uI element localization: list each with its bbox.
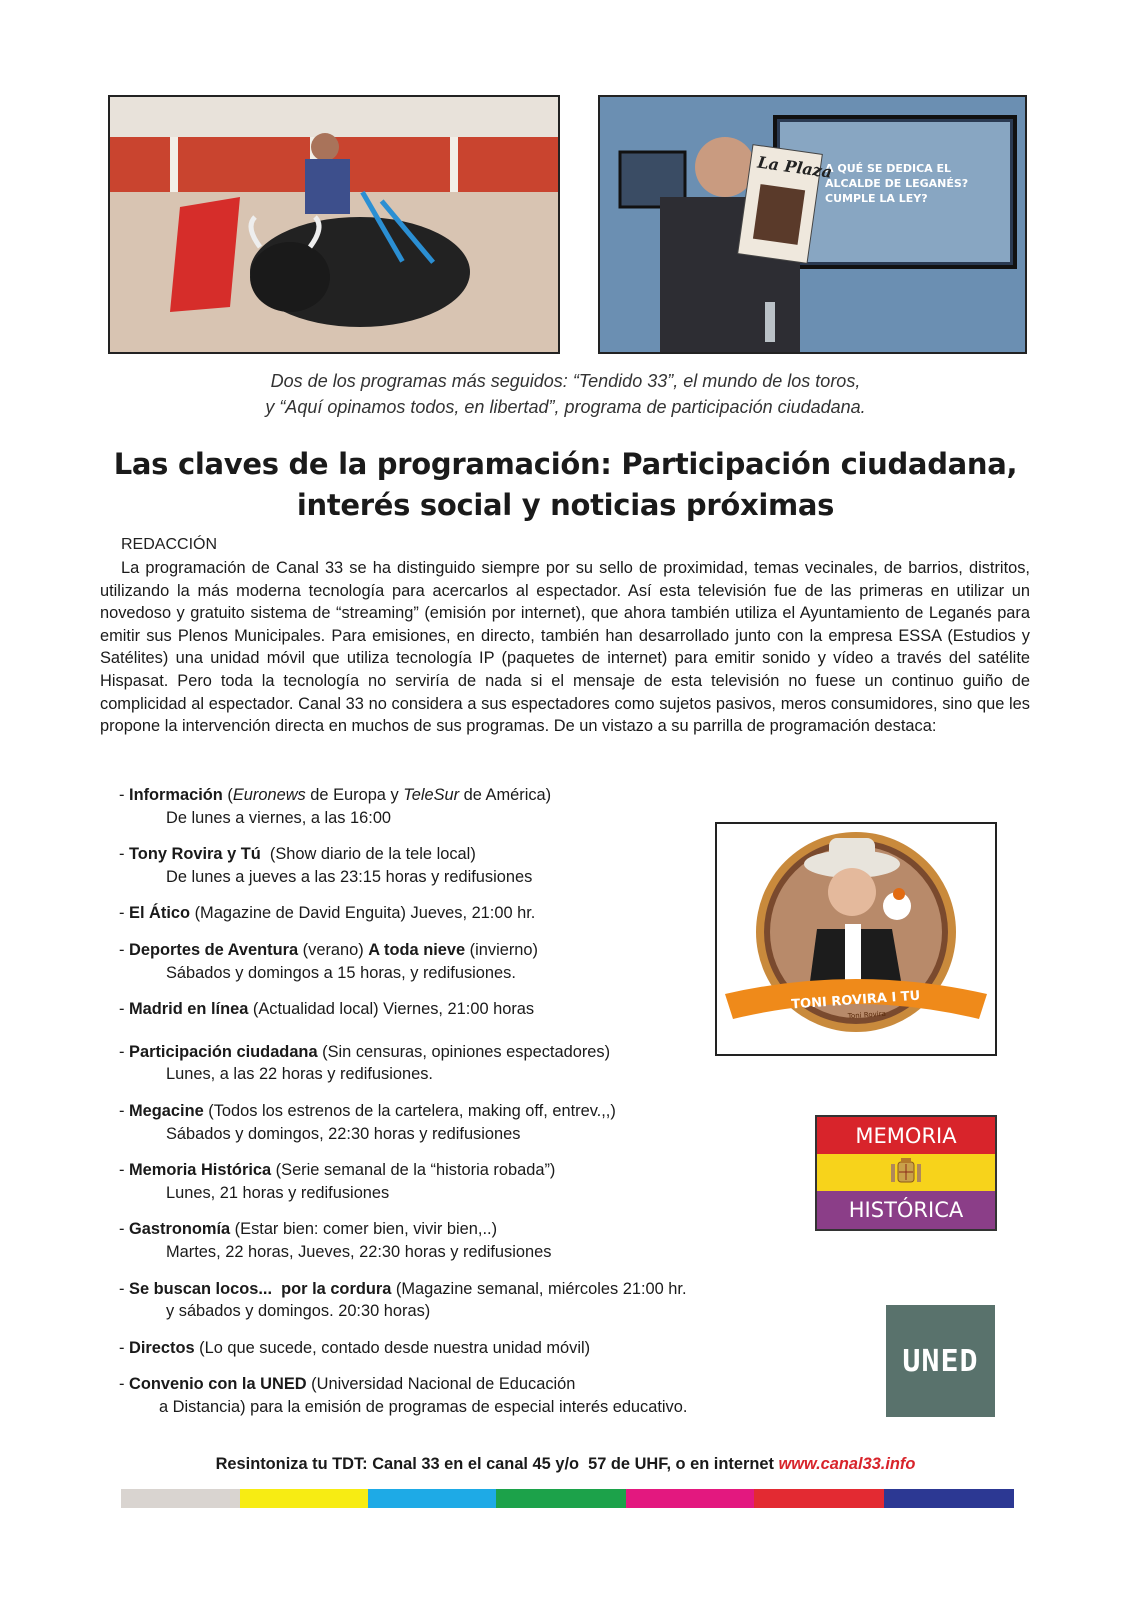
- list-item: [119, 1100, 799, 1145]
- list-item: [119, 1159, 799, 1204]
- caption-line-2: y “Aquí opinamos todos, en libertad”, programa de participación ciudadana.: [265, 397, 866, 417]
- headline-line-2: interés social y noticias próximas: [296, 488, 835, 522]
- coat-of-arms-band: [817, 1154, 995, 1191]
- magazine-title: La Plaza: [756, 152, 834, 182]
- item-dash: -: [119, 904, 130, 923]
- program-desc: (Lo que sucede, contado desde nuestra unidad móvil): [194, 1338, 591, 1357]
- footer-text: Resintoniza tu TDT: Canal 33 en el canal 45 y/o 57 de UHF, o en internet: [215, 1455, 779, 1473]
- photo-caption: [108, 368, 1023, 420]
- color-segment: [884, 1489, 1014, 1508]
- list-item: [119, 1041, 799, 1086]
- program-time: Martes, 22 horas, Jueves, 22:30 horas y redifusiones: [166, 1242, 552, 1261]
- program-desc: (Todos los estrenos de la cartelera, making off, entrev.,,): [203, 1101, 616, 1120]
- program-time: a Distancia) para la emisión de programas de especial interés educativo.: [159, 1397, 688, 1416]
- list-item: [119, 902, 799, 925]
- program-desc: (: [222, 786, 233, 804]
- color-segment: [626, 1489, 754, 1508]
- tv-studio-illustration: [600, 97, 1025, 352]
- program-time: Sábados y domingos a 15 horas, y redifusiones.: [166, 963, 516, 982]
- program-name: Convenio con la UNED: [129, 1375, 307, 1394]
- program-desc: (invierno): [465, 940, 538, 959]
- program-name: Madrid en línea: [129, 1000, 249, 1019]
- list-item: [119, 1337, 799, 1360]
- item-dash: -: [119, 786, 130, 804]
- item-dash: -: [119, 1042, 130, 1061]
- program-time: y sábados y domingos. 20:30 horas): [166, 1302, 431, 1321]
- item-dash: -: [119, 1220, 130, 1239]
- byline: REDACCIÓN: [121, 536, 218, 553]
- item-dash: -: [119, 1279, 130, 1298]
- color-segment: [368, 1489, 496, 1508]
- program-name: Gastronomía: [129, 1220, 231, 1239]
- promo-ribbon-text: TONI ROVIRA I TU: [790, 988, 921, 1013]
- programming-schedule: [119, 784, 799, 1432]
- program-desc: (Universidad Nacional de Educación: [306, 1375, 576, 1394]
- program-desc: (verano): [298, 940, 369, 959]
- program-name: Se buscan locos... por la cordura: [129, 1279, 392, 1298]
- website-link[interactable]: www.canal33.info: [778, 1455, 916, 1473]
- program-desc: (Magazine semanal, miércoles 21:00 hr.: [391, 1279, 687, 1298]
- program-time: Sábados y domingos, 22:30 horas y redifusiones: [166, 1124, 521, 1143]
- article-body: La programación de Canal 33 se ha distinguido siempre por su sello de proximidad, temas vecinales, de barrios, distritos, utilizando la más moderna tecnología para acercarlos al espectador. Así esta televisión fue de las primeras en utilizar un novedoso y gratuito sistema de “streaming” (emisión por internet), que ahora también utiliza el Ayuntamiento de Leganés para emitir sus Plenos Municipales. Para emisiones, en directo, también han desarrollado junto con la empresa ESSA (Estudios y Satélites) una unidad móvil que utiliza tecnología IP (paquetes de internet) para emitir sonido y vídeo a través del satélite Hispasat. Pero toda la tecnología no serviría de nada si el mensaje de esta televisión no fuese un continuo guiño de complicidad al espectador. Canal 33 no considera a sus espectadores como sujetos pasivos, meros consumidores, sino que les propone la intervención directa en muchos de sus programas. De un vistazo a su parrilla de programación destaca:: [100, 559, 1030, 736]
- uned-logo: [886, 1305, 995, 1417]
- program-desc: de Europa y: [305, 786, 404, 804]
- program-time: Lunes, a las 22 horas y redifusiones.: [166, 1065, 433, 1084]
- program-name: El Ático: [129, 904, 191, 923]
- toni-rovira-promo: [715, 822, 997, 1056]
- program-desc: de América): [459, 786, 552, 804]
- list-item: [119, 1278, 799, 1323]
- bullfight-illustration: [110, 97, 558, 352]
- list-item: [119, 784, 799, 829]
- uned-logo-text: UNED: [902, 1343, 979, 1379]
- item-dash: -: [119, 845, 130, 864]
- toni-rovira-illustration: [717, 824, 995, 1054]
- item-dash: -: [119, 1101, 130, 1120]
- tv-studio-photo: [598, 95, 1027, 354]
- program-name: Megacine: [129, 1101, 204, 1120]
- color-segment: [121, 1489, 240, 1508]
- program-desc: (Estar bien: comer bien, vivir bien,..): [230, 1220, 498, 1239]
- program-desc: (Magazine de David Enguita) Jueves, 21:00 hr.: [190, 904, 536, 923]
- promo-ribbon-subtext: Toni Rovira: [847, 1009, 887, 1021]
- item-dash: -: [119, 1161, 130, 1180]
- program-desc: (Sin censuras, opiniones espectadores): [317, 1042, 611, 1061]
- program-name: Deportes de Aventura: [129, 940, 299, 959]
- footer-tune-in: [108, 1455, 1023, 1474]
- item-dash: -: [119, 1000, 130, 1019]
- program-name: Participación ciudadana: [129, 1042, 318, 1061]
- color-segment: [496, 1489, 626, 1508]
- program-desc-italic: Euronews: [232, 786, 306, 804]
- list-item: [119, 843, 799, 888]
- screen-text-1: A QUÉ SE DEDICA EL: [825, 162, 952, 175]
- item-dash: -: [119, 1338, 130, 1357]
- bullfight-photo: [108, 95, 560, 354]
- list-item: [119, 1373, 799, 1418]
- program-name: Memoria Histórica: [129, 1161, 272, 1180]
- color-segment: [754, 1489, 884, 1508]
- memoria-top-label: MEMORIA: [817, 1117, 995, 1154]
- program-desc: (Show diario de la tele local): [260, 845, 476, 864]
- screen-text-2: ALCALDE DE LEGANÉS?: [825, 177, 969, 190]
- color-segment: [240, 1489, 368, 1508]
- screen-text-3: CUMPLE LA LEY?: [825, 192, 928, 205]
- memoria-bottom-label: HISTÓRICA: [817, 1191, 995, 1229]
- program-time: De lunes a jueves a las 23:15 horas y redifusiones: [166, 867, 533, 886]
- program-desc-italic: TeleSur: [403, 786, 460, 804]
- program-desc: (Serie semanal de la “historia robada”): [271, 1161, 556, 1180]
- article-headline: [108, 444, 1023, 526]
- program-name: Información: [129, 786, 223, 804]
- program-name: Directos: [129, 1338, 195, 1357]
- memoria-historica-badge: [815, 1115, 997, 1231]
- list-item: [119, 998, 799, 1021]
- list-item: [119, 939, 799, 984]
- caption-line-1: Dos de los programas más seguidos: “Tendido 33”, el mundo de los toros,: [270, 371, 861, 391]
- headline-line-1: Las claves de la programación: Participación ciudadana,: [113, 447, 1018, 481]
- program-time: Lunes, 21 horas y redifusiones: [166, 1183, 390, 1202]
- program-name: Tony Rovira y Tú: [129, 845, 261, 864]
- list-item: [119, 1218, 799, 1263]
- color-bar: [121, 1489, 1014, 1508]
- program-time: De lunes a viernes, a las 16:00: [166, 808, 392, 827]
- item-dash: -: [119, 1375, 130, 1394]
- program-desc: (Actualidad local) Viernes, 21:00 horas: [248, 1000, 535, 1019]
- program-name: A toda nieve: [368, 940, 466, 959]
- coat-of-arms-icon: [889, 1158, 923, 1188]
- item-dash: -: [119, 940, 130, 959]
